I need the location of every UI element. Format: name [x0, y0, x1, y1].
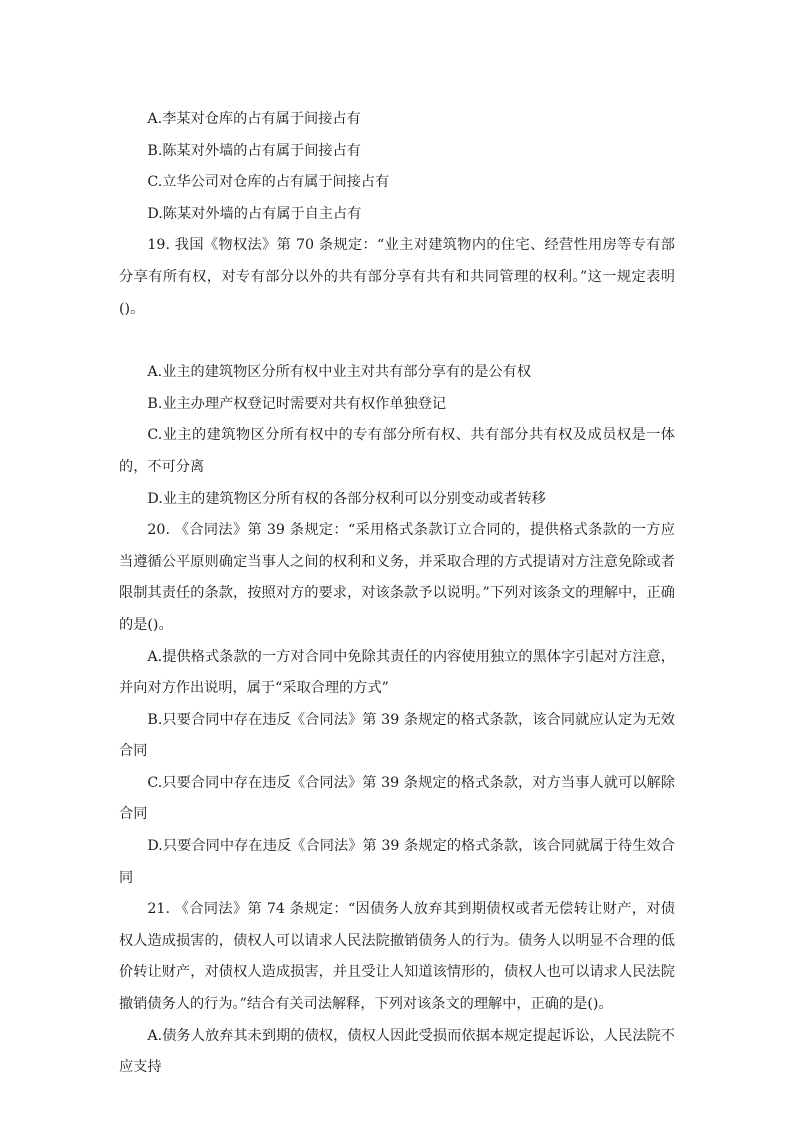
option-18d: D.陈某对外墙的占有属于自主占有 — [147, 205, 362, 222]
question-19: 19. 我国《物权法》第 70 条规定：“业主对建筑物内的住宅、经营性用房等专有部分享有所有权，对专有部分以外的共有部分享有共有和共同管理的权利。”这一规定表明()。 — [119, 237, 675, 317]
document-body — [119, 104, 675, 1084]
option-19b: B.业主办理产权登记时需要对共有权作单独登记 — [147, 395, 447, 412]
option-18a: A.李某对仓库的占有属于间接占有 — [147, 111, 361, 127]
option-19a: A.业主的建筑物区分所有权中业主对共有部分享有的是公有权 — [147, 364, 532, 381]
option-20b: B.只要合同中存在违反《合同法》第 39 条规定的格式条款，该合同就应认定为无效合同 — [119, 711, 675, 760]
option-19c: C.业主的建筑物区分所有权中的专有部分所有权、共有部分共有权及成员权是一体的，不可分离 — [119, 427, 675, 475]
option-20d: D.只要合同中存在违反《合同法》第 39 条规定的格式条款，该合同就属于待生效合同 — [119, 838, 675, 886]
option-18c: C.立华公司对仓库的占有属于间接占有 — [147, 174, 390, 191]
paragraph-gap — [119, 325, 675, 357]
option-19d: D.业主的建筑物区分所有权的各部分权利可以分别变动或者转移 — [147, 490, 546, 507]
option-18b: B.陈某对外墙的占有属于间接占有 — [147, 142, 361, 159]
question-21: 21. 《合同法》第 74 条规定：“因债务人放弃其到期债权或者无偿转让财产，对债权人造成损害的，债权人可以请求人民法院撤销债务人的行为。债务人以明显不合理的低价转让财产，对债权人造成损害，并且受让人知道该情形的，债权人也可以请求人民法院撤销债务人的行为。”结合有关司法解释，下列对该条文的理解中，正确的是()。 — [119, 901, 675, 1013]
question-20: 20. 《合同法》第 39 条规定：“采用格式条款订立合同的，提供格式条款的一方应当遵循公平原则确定当事人之间的权利和义务，并采取合理的方式提请对方注意免除或者限制其责任的条款，按照对方的要求，对该条款予以说明。”下列对该条文的理解中，正确的是()。 — [119, 522, 675, 633]
option-20a: A.提供格式条款的一方对合同中免除其责任的内容使用独立的黑体字引起对方注意，并向对方作出说明，属于“采取合理的方式” — [119, 648, 675, 697]
option-20c: C.只要合同中存在违反《合同法》第 39 条规定的格式条款，对方当事人就可以解除合同 — [119, 774, 675, 823]
option-21a: A.债务人放弃其未到期的债权，债权人因此受损而依据本规定提起诉讼，人民法院不应支持 — [119, 1027, 675, 1076]
